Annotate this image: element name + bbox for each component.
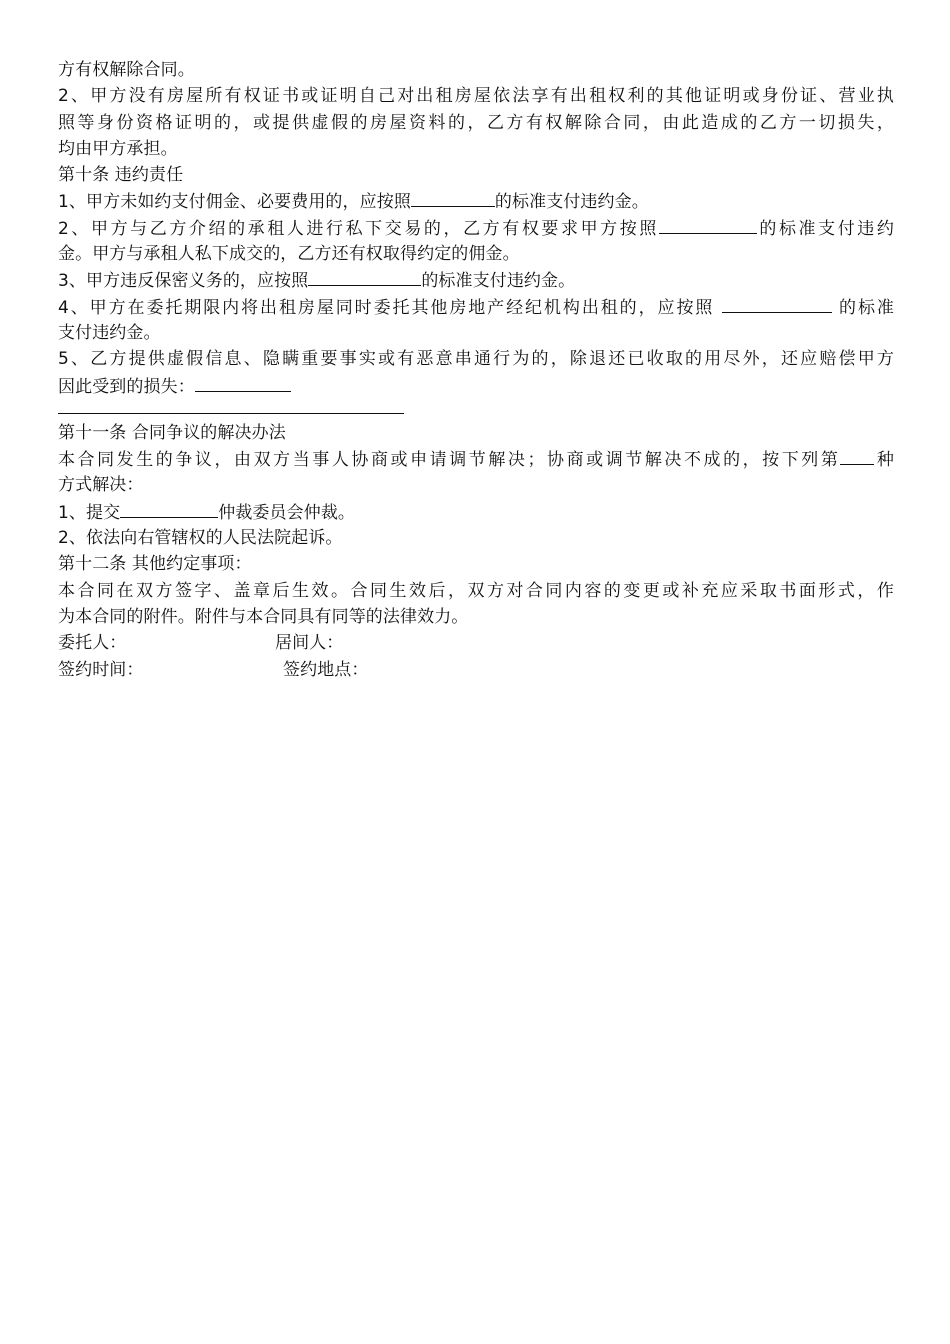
liability-item-3 [58, 267, 894, 293]
blank-field[interactable] [722, 294, 832, 313]
liability-item-2-tail: 的标准支付违约 [756, 218, 894, 239]
dispute-text-main: 本合同发生的争议，由双方当事人协商或申请调节解决；协商或调节解决不成的，按下列第 [58, 450, 841, 471]
dispute-text-cont: 方式解决： [58, 475, 144, 496]
sign-place-label: 签约地点： [283, 659, 369, 680]
dispute-text-tail: 种 [874, 450, 894, 471]
dispute-text [58, 446, 894, 472]
sign-time-label: 签约时间： [58, 659, 144, 680]
liability-item-2-cont: 金。甲方与承租人私下成交的，乙方还有权取得约定的佣金。 [58, 244, 520, 265]
client-label: 委托人： [58, 633, 127, 654]
liability-item-2 [58, 215, 894, 241]
blank-field[interactable] [840, 446, 874, 465]
other-text-cont: 为本合同的附件。附件与本合同具有同等的法律效力。 [58, 606, 469, 627]
liability-item-1 [58, 188, 894, 214]
section-heading-other: 第十二条 其他约定事项： [58, 554, 252, 575]
liability-item-4 [58, 294, 894, 320]
liability-item-4-text: 4、甲方在委托期限内将出租房屋同时委托其他房地产经纪机构出租的，应按照 [58, 297, 715, 318]
blank-line-long[interactable] [58, 399, 404, 414]
section-heading-liability: 第十条 违约责任 [58, 165, 184, 186]
blank-field[interactable] [120, 499, 218, 518]
dispute-option-1-tail: 仲裁委员会仲裁。 [218, 502, 356, 523]
blank-field[interactable] [308, 267, 421, 286]
dispute-option-1-text: 1、提交 [58, 502, 121, 523]
liability-item-3-tail: 的标准支付违约金。 [421, 271, 576, 292]
liability-item-4-cont: 支付违约金。 [58, 322, 161, 343]
section-heading-dispute: 第十一条 合同争议的解决办法 [58, 422, 286, 443]
liability-item-5-cont [58, 373, 894, 399]
signature-row-parties [58, 630, 894, 656]
other-text: 本合同在双方签字、盖章后生效。合同生效后，双方对合同内容的变更或补充应采取书面形式，作 [58, 580, 894, 601]
document-page [58, 57, 894, 683]
blank-field[interactable] [195, 373, 291, 392]
blank-field[interactable] [411, 188, 495, 207]
broker-label: 居间人： [275, 633, 344, 654]
text-line: 2、甲方没有房屋所有权证书或证明自己对出租房屋依法享有出租权利的其他证明或身份证、营业执 [58, 86, 894, 107]
text-line: 照等身份资格证明的，或提供虚假的房屋资料的，乙方有权解除合同，由此造成的乙方一切损失， [58, 112, 894, 133]
dispute-option-2: 2、依法向右管辖权的人民法院起诉。 [58, 528, 343, 549]
liability-item-5: 5、乙方提供虚假信息、隐瞒重要事实或有恶意串通行为的，除退还已收取的用尽外，还应赔偿甲方 [58, 349, 894, 370]
liability-item-1-text: 1、甲方未如约支付佣金、必要费用的，应按照 [58, 192, 411, 213]
blank-field[interactable] [659, 215, 757, 234]
liability-item-5-text: 因此受到的损失： [58, 376, 195, 397]
liability-item-1-tail: 的标准支付违约金。 [494, 192, 649, 213]
text-line: 均由甲方承担。 [58, 138, 178, 159]
liability-item-2-text: 2、甲方与乙方介绍的承租人进行私下交易的，乙方有权要求甲方按照 [58, 218, 659, 239]
liability-item-3-text: 3、甲方违反保密义务的，应按照 [58, 271, 309, 292]
liability-item-4-tail: 的标准 [839, 297, 894, 318]
text-line: 方有权解除合同。 [58, 60, 195, 80]
signature-row-details [58, 657, 894, 683]
dispute-option-1 [58, 499, 894, 525]
